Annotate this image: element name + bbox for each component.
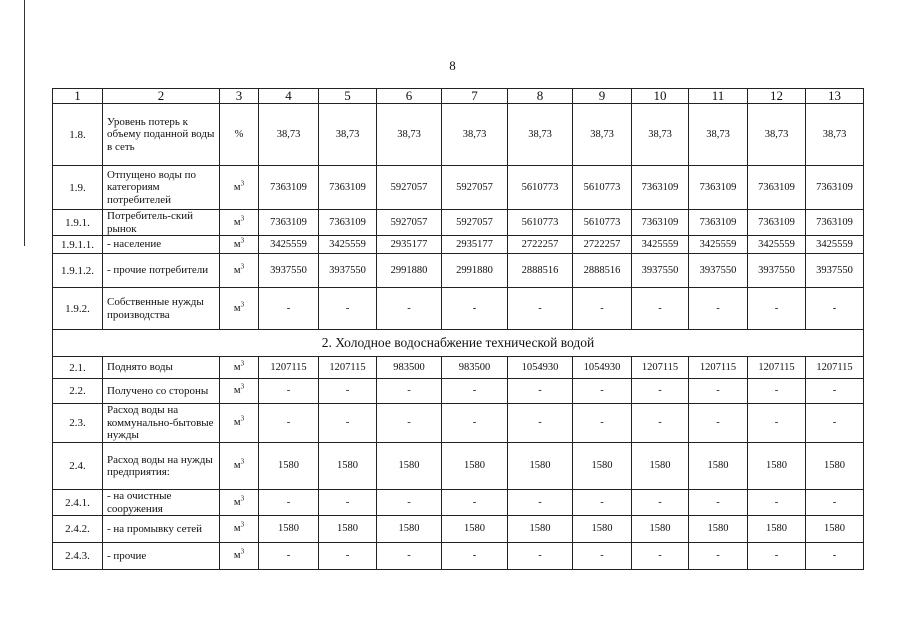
value-cell: 7363109	[806, 166, 864, 210]
value-cell: 1207115	[748, 357, 806, 379]
row-name: Поднято воды	[103, 357, 220, 379]
row-unit	[220, 490, 259, 516]
column-header: 6	[377, 89, 442, 104]
value-cell: 1580	[748, 516, 806, 543]
unit-superscript: 3	[240, 547, 245, 556]
value-cell: -	[748, 379, 806, 404]
value-cell: 1580	[689, 443, 748, 490]
table-row	[53, 379, 864, 404]
value-cell: 1580	[319, 516, 377, 543]
value-cell: -	[748, 490, 806, 516]
value-cell: 1580	[259, 516, 319, 543]
unit-superscript: 3	[240, 494, 245, 502]
unit-text: м	[233, 550, 241, 561]
unit-text: м	[233, 460, 241, 471]
value-cell: -	[508, 379, 573, 404]
unit-text: м	[233, 302, 241, 314]
value-cell: 1580	[806, 443, 864, 490]
value-cell: 1580	[748, 443, 806, 490]
value-cell: 38,73	[377, 104, 442, 166]
unit-superscript: 3	[240, 214, 245, 222]
row-name: Получено со стороны	[103, 379, 220, 404]
value-cell: -	[377, 490, 442, 516]
value-cell: 3937550	[806, 254, 864, 288]
row-code: 2.2.	[53, 379, 103, 404]
row-unit	[220, 357, 259, 379]
row-code: 2.4.1.	[53, 490, 103, 516]
value-cell: 38,73	[573, 104, 632, 166]
table-row	[53, 357, 864, 379]
column-header: 11	[689, 89, 748, 104]
value-cell: -	[377, 404, 442, 443]
value-cell: -	[632, 379, 689, 404]
unit-superscript: 3	[240, 179, 245, 187]
value-cell: 7363109	[632, 166, 689, 210]
unit-text: м	[233, 264, 241, 276]
value-cell: -	[508, 490, 573, 516]
table-row	[53, 166, 864, 210]
column-header: 4	[259, 89, 319, 104]
value-cell: 7363109	[689, 210, 748, 236]
value-cell: 3425559	[632, 236, 689, 254]
section-row	[53, 330, 864, 357]
value-cell: 3425559	[748, 236, 806, 254]
unit-superscript: 3	[240, 457, 245, 466]
value-cell: 38,73	[748, 104, 806, 166]
value-cell: -	[508, 543, 573, 570]
value-cell: -	[632, 543, 689, 570]
value-cell: -	[319, 543, 377, 570]
value-cell: 3425559	[806, 236, 864, 254]
row-code: 2.3.	[53, 404, 103, 443]
column-header: 10	[632, 89, 689, 104]
value-cell: 1054930	[508, 357, 573, 379]
value-cell: 3937550	[259, 254, 319, 288]
value-cell: -	[442, 288, 508, 330]
value-cell: -	[632, 490, 689, 516]
row-code: 1.9.1.	[53, 210, 103, 236]
value-cell: -	[573, 404, 632, 443]
value-cell: 1207115	[689, 357, 748, 379]
value-cell: 38,73	[689, 104, 748, 166]
page-margin-line	[24, 0, 25, 246]
value-cell: 7363109	[689, 166, 748, 210]
value-cell: 2888516	[508, 254, 573, 288]
value-cell: 7363109	[748, 166, 806, 210]
value-cell: -	[259, 288, 319, 330]
row-code: 1.8.	[53, 104, 103, 166]
value-cell: 1580	[573, 443, 632, 490]
row-name: Отпущено воды по категориям потребителей	[103, 166, 220, 210]
table-row	[53, 288, 864, 330]
value-cell: -	[319, 288, 377, 330]
value-cell: 7363109	[319, 166, 377, 210]
value-cell: 7363109	[806, 210, 864, 236]
value-cell: -	[689, 543, 748, 570]
value-cell: 7363109	[748, 210, 806, 236]
value-cell: 7363109	[259, 210, 319, 236]
value-cell: -	[319, 379, 377, 404]
section-title: 2. Холодное водоснабжение технической водой	[53, 330, 864, 357]
value-cell: -	[748, 288, 806, 330]
column-header: 13	[806, 89, 864, 104]
value-cell: -	[442, 404, 508, 443]
column-header: 1	[53, 89, 103, 104]
row-name: - на промывку сетей	[103, 516, 220, 543]
value-cell: 1580	[442, 443, 508, 490]
value-cell: 7363109	[632, 210, 689, 236]
value-cell: 1207115	[632, 357, 689, 379]
value-cell: 5927057	[377, 166, 442, 210]
value-cell: 1580	[632, 516, 689, 543]
value-cell: 2722257	[573, 236, 632, 254]
table-row	[53, 104, 864, 166]
value-cell: 1580	[508, 443, 573, 490]
value-cell: -	[573, 490, 632, 516]
value-cell: 3937550	[319, 254, 377, 288]
row-unit	[220, 379, 259, 404]
value-cell: -	[377, 288, 442, 330]
value-cell: 2935177	[377, 236, 442, 254]
table-header-row	[53, 89, 864, 104]
value-cell: 2935177	[442, 236, 508, 254]
value-cell: 3425559	[319, 236, 377, 254]
value-cell: 38,73	[632, 104, 689, 166]
value-cell: 3937550	[689, 254, 748, 288]
value-cell: 1207115	[806, 357, 864, 379]
row-name: - население	[103, 236, 220, 254]
value-cell: -	[259, 543, 319, 570]
value-cell: 5610773	[508, 166, 573, 210]
value-cell: 1580	[508, 516, 573, 543]
value-cell: 2991880	[442, 254, 508, 288]
value-cell: -	[377, 379, 442, 404]
row-code: 1.9.	[53, 166, 103, 210]
value-cell: -	[259, 379, 319, 404]
value-cell: 38,73	[442, 104, 508, 166]
value-cell: 7363109	[319, 210, 377, 236]
row-code: 1.9.2.	[53, 288, 103, 330]
value-cell: -	[689, 404, 748, 443]
column-header: 12	[748, 89, 806, 104]
value-cell: -	[632, 404, 689, 443]
value-cell: -	[508, 404, 573, 443]
row-name: - на очистные сооружения	[103, 490, 220, 516]
column-header: 7	[442, 89, 508, 104]
value-cell: 983500	[442, 357, 508, 379]
value-cell: 1580	[573, 516, 632, 543]
value-cell: 38,73	[319, 104, 377, 166]
row-name: - прочие потребители	[103, 254, 220, 288]
row-name: Расход воды на нужды предприятия:	[103, 443, 220, 490]
value-cell: -	[748, 404, 806, 443]
unit-text: м	[233, 361, 241, 373]
value-cell: 983500	[377, 357, 442, 379]
value-cell: -	[748, 543, 806, 570]
value-cell: 1207115	[259, 357, 319, 379]
unit-text: %	[234, 128, 244, 140]
unit-text: м	[233, 238, 241, 250]
value-cell: -	[689, 288, 748, 330]
row-name: Уровень потерь к объему поданной воды в сеть	[103, 104, 220, 166]
unit-superscript: 3	[240, 262, 245, 270]
value-cell: 1580	[806, 516, 864, 543]
table-row	[53, 443, 864, 490]
value-cell: 1580	[377, 443, 442, 490]
row-unit	[220, 254, 259, 288]
page-number: 8	[449, 58, 456, 73]
row-code: 2.1.	[53, 357, 103, 379]
row-code: 2.4.2.	[53, 516, 103, 543]
value-cell: -	[806, 490, 864, 516]
data-table	[52, 88, 864, 570]
unit-superscript: 3	[240, 300, 245, 308]
row-code: 2.4.	[53, 443, 103, 490]
value-cell: -	[259, 404, 319, 443]
unit-text: м	[233, 216, 241, 228]
value-cell: -	[689, 379, 748, 404]
column-header: 2	[103, 89, 220, 104]
value-cell: 3425559	[259, 236, 319, 254]
value-cell: 2722257	[508, 236, 573, 254]
value-cell: 5927057	[377, 210, 442, 236]
value-cell: 1580	[689, 516, 748, 543]
unit-superscript: 3	[240, 359, 245, 367]
value-cell: 1580	[259, 443, 319, 490]
value-cell: 2991880	[377, 254, 442, 288]
table-row	[53, 210, 864, 236]
unit-superscript: 3	[240, 236, 245, 244]
value-cell: 1580	[442, 516, 508, 543]
value-cell: 3937550	[748, 254, 806, 288]
row-unit	[220, 543, 259, 570]
value-cell: 2888516	[573, 254, 632, 288]
value-cell: 5610773	[573, 210, 632, 236]
value-cell: 38,73	[259, 104, 319, 166]
row-unit	[220, 104, 259, 166]
value-cell: -	[689, 490, 748, 516]
value-cell: -	[377, 543, 442, 570]
value-cell: -	[442, 543, 508, 570]
row-name: Потребитель-ский рынок	[103, 210, 220, 236]
row-unit	[220, 443, 259, 490]
row-code: 2.4.3.	[53, 543, 103, 570]
value-cell: -	[806, 404, 864, 443]
row-unit	[220, 210, 259, 236]
column-header: 3	[220, 89, 259, 104]
value-cell: -	[319, 490, 377, 516]
value-cell: -	[573, 543, 632, 570]
row-unit	[220, 516, 259, 543]
unit-text: м	[233, 496, 241, 508]
row-unit	[220, 404, 259, 443]
unit-text: м	[233, 385, 241, 396]
value-cell: 5610773	[573, 166, 632, 210]
value-cell: -	[442, 379, 508, 404]
value-cell: 3425559	[689, 236, 748, 254]
column-header: 8	[508, 89, 573, 104]
row-unit	[220, 236, 259, 254]
value-cell: 1580	[377, 516, 442, 543]
value-cell: 38,73	[508, 104, 573, 166]
row-unit	[220, 288, 259, 330]
row-name: Собственные нужды производства	[103, 288, 220, 330]
value-cell: -	[259, 490, 319, 516]
value-cell: -	[319, 404, 377, 443]
row-name: Расход воды на коммунально-бытовые нужды	[103, 404, 220, 443]
value-cell: 5610773	[508, 210, 573, 236]
value-cell: -	[806, 288, 864, 330]
value-cell: 5927057	[442, 166, 508, 210]
row-unit	[220, 166, 259, 210]
value-cell: -	[632, 288, 689, 330]
value-cell: 1580	[632, 443, 689, 490]
value-cell: 1054930	[573, 357, 632, 379]
unit-text: м	[233, 417, 241, 428]
value-cell: -	[806, 543, 864, 570]
column-header: 5	[319, 89, 377, 104]
value-cell: 1207115	[319, 357, 377, 379]
table-row	[53, 254, 864, 288]
value-cell: -	[508, 288, 573, 330]
value-cell: -	[806, 379, 864, 404]
unit-superscript: 3	[240, 382, 245, 391]
row-code: 1.9.1.1.	[53, 236, 103, 254]
table-row	[53, 543, 864, 570]
unit-superscript: 3	[240, 520, 245, 529]
table-row	[53, 404, 864, 443]
value-cell: -	[573, 288, 632, 330]
value-cell: 5927057	[442, 210, 508, 236]
row-code: 1.9.1.2.	[53, 254, 103, 288]
value-cell: -	[442, 490, 508, 516]
table-row	[53, 236, 864, 254]
unit-text: м	[233, 181, 241, 193]
column-header: 9	[573, 89, 632, 104]
value-cell: 38,73	[806, 104, 864, 166]
table-row	[53, 516, 864, 543]
value-cell: 7363109	[259, 166, 319, 210]
value-cell: -	[573, 379, 632, 404]
unit-superscript: 3	[240, 414, 245, 423]
unit-text: м	[233, 523, 241, 534]
value-cell: 3937550	[632, 254, 689, 288]
table-row	[53, 490, 864, 516]
value-cell: 1580	[319, 443, 377, 490]
row-name: - прочие	[103, 543, 220, 570]
